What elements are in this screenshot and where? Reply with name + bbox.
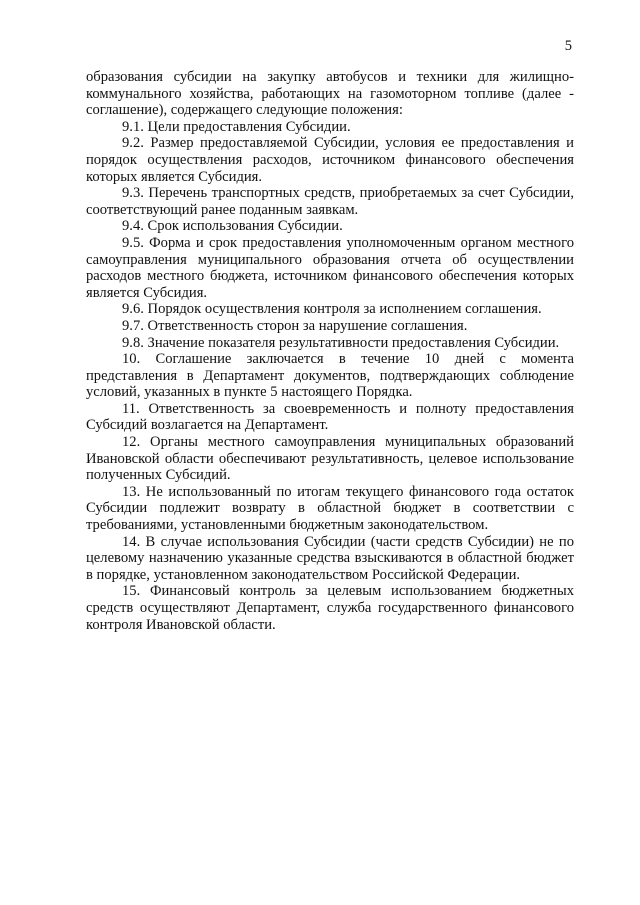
paragraph-13: 13. Не использованный по итогам текущего финансового года остаток Субсидии подлежит возврату в областной бюджет в соответствии с требованиями, установленными бюджетным законодательством.	[86, 483, 574, 534]
paragraph-9-6: 9.6. Порядок осуществления контроля за исполнением соглашения.	[122, 301, 542, 318]
paragraph-9-2: 9.2. Размер предоставляемой Субсидии, условия ее предоставления и порядок осуществления расходов, источником финансового обеспечения которых является Субсидия.	[86, 135, 574, 185]
page-number: 5	[564, 38, 572, 54]
paragraph-intro: образования субсидии на закупку автобусов и техники для жилищно-коммунального хозяйства, работающих на газомоторном топливе (далее - соглашение), содержащего следующие положения:	[86, 69, 574, 119]
paragraph-9-4: 9.4. Срок использования Субсидии.	[122, 218, 343, 235]
document-body	[86, 69, 574, 633]
paragraph-15: 15. Финансовый контроль за целевым использованием бюджетных средств осуществляют Департамент, служба государственного финансового контроля Ивановской области.	[86, 583, 574, 633]
paragraph-9-3: 9.3. Перечень транспортных средств, приобретаемых за счет Субсидии, соответствующий ранее поданным заявкам.	[86, 185, 574, 218]
paragraph-9-8: 9.8. Значение показателя результативности предоставления Субсидии.	[122, 334, 560, 351]
paragraph-9-7: 9.7. Ответственность сторон за нарушение соглашения.	[122, 317, 468, 334]
paragraph-9-5: 9.5. Форма и срок предоставления уполномоченным органом местного самоуправления муниципального образования отчета об осуществлении расходов местного бюджета, источником финансового обеспечения которых является Субсидия.	[86, 234, 574, 301]
paragraph-11: 11. Ответственность за своевременность и полноту предоставления Субсидий возлагается на Департамент.	[86, 400, 574, 434]
paragraph-10: 10. Соглашение заключается в течение 10 дней с момента представления в Департамент документов, подтверждающих соблюдение условий, указанных в пункте 5 настоящего Порядка.	[86, 351, 574, 401]
paragraph-14: 14. В случае использования Субсидии (части средств Субсидии) не по целевому назначению указанные средства взыскиваются в областной бюджет в порядке, установленном законодательством Российской Федерации.	[86, 533, 574, 583]
paragraph-12: 12. Органы местного самоуправления муниципальных образований Ивановской области обеспечивают результативность, целевое использование полученных Субсидий.	[86, 434, 574, 484]
paragraph-9-1: 9.1. Цели предоставления Субсидии.	[122, 118, 351, 135]
